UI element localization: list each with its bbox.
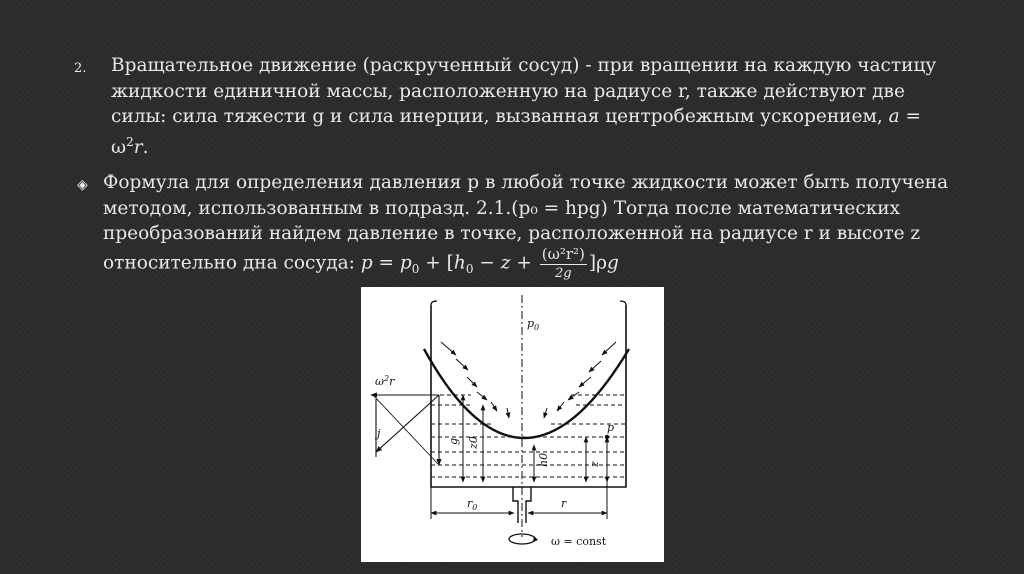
vessel-top-right [620,301,626,305]
formula-p0-sub: 0 [411,261,420,276]
fraction-numerator: (ω²r²) [541,244,585,263]
paragraph-end: . [142,136,149,158]
fraction-denominator: 2g [555,265,572,281]
point-p [605,435,609,439]
diamond-bullet-icon: ◈ [77,177,88,193]
paragraph-pressure-formula [103,170,983,282]
formula-minus-z: − z + [473,252,538,273]
label-r: r [561,497,567,510]
free-surface-parabola [424,349,629,438]
list-number: 2. [74,61,87,76]
formula-p: p [360,252,373,273]
formula-eq: = [899,106,922,127]
label-omega2r: $\omega^2r$ [375,374,395,388]
label-z: z [588,461,601,467]
formula-eq: = [372,252,400,273]
formula-omega: ω [111,136,127,158]
label-omega-const: ω = const [551,535,607,548]
rotating-vessel-figure [361,287,664,562]
force-diagram [371,395,439,465]
label-g: g [447,437,460,445]
label-j: j [377,427,381,440]
paragraph-rotational-motion [111,53,941,160]
formula-sup: 2 [126,134,134,149]
formula-tail: ]ρ [588,252,607,273]
formula-r: r [133,136,143,158]
vessel-top-left [431,301,437,305]
formula-plus: + [ [419,252,454,273]
surface-pressure-arrows [441,342,616,418]
label-r0: $r_0$ [467,497,478,512]
label-p: p [607,421,615,434]
paragraph-text: Вращательное движение (раскрученный сосуд) - при вращении на каждую частицу жидкости единичной массы, расположенную на радиусе r, также действуют две силы: сила тяжести g и сила инерции, вызванная центробежным ускорением, [111,55,937,127]
formula-h0-sub: 0 [465,261,474,276]
label-p0: $p_0$ [527,317,540,332]
label-h0: h0 [537,452,550,467]
rotating-vessel-diagram [361,287,664,562]
paragraph-text: Формула для определения давления p в любой точке жидкости может быть получена методом, использованным в подразд. 2.1.(p₀ = hpg) Тогда после математических преобразований найдем давление в точке, расположенной на радиусе r и высоте z относительно дна сосуда: [103,172,949,273]
formula-h0: h [453,252,466,273]
formula-a: a [888,106,900,127]
formula-g: g [606,252,619,273]
label-z0: z0 [467,436,480,449]
formula-fraction [540,244,587,281]
formula-p0: p [399,252,412,273]
